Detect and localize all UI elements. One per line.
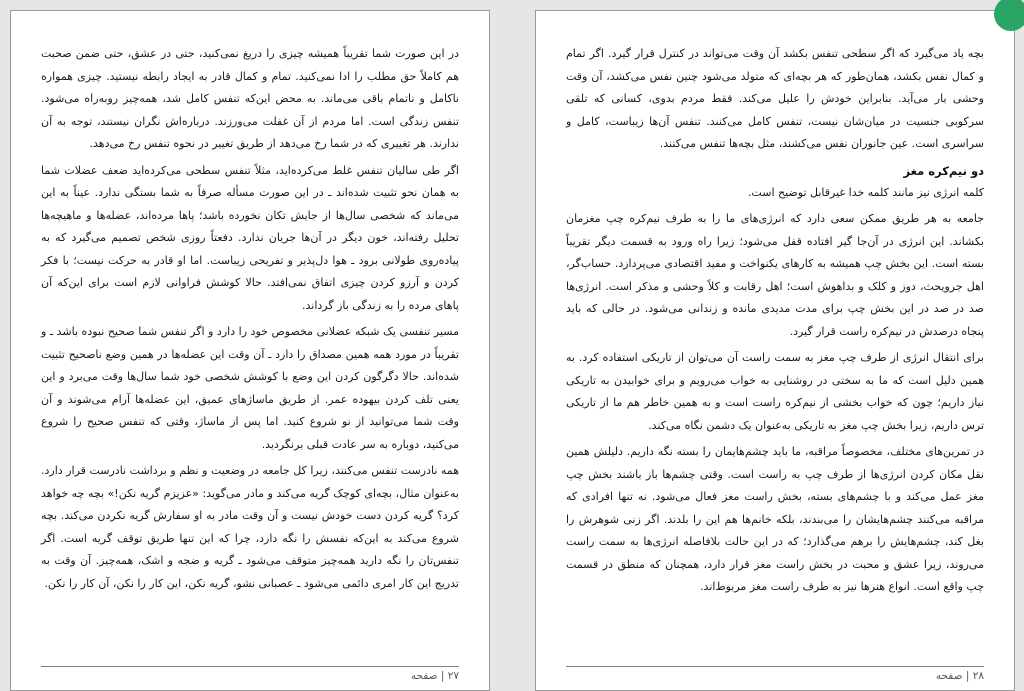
paragraph: در این صورت شما تقریباً همیشه چیزی را دریغ نمی‌کنید، حتی در عشق، حتی ضمن صحبت هم کاملاً حق مطلب را ادا نمی‌کنید. تمام و کمال قادر به ایجاد رابطه نیستید. چیزی همواره ناکامل و ناتمام باقی می‌ماند. به محض این‌که تنفس کامل شد، همه‌چیز روبه‌راه می‌شود. تنفس زندگی است. اما مردم از آن غفلت می‌ورزند. درباره‌اش نگران نیستند، توجه به آن ندارند. هر تغییری که در شما رخ می‌دهد از طریق تغییر در نحوه تنفس رخ می‌دهد. bbox=[41, 47, 459, 150]
paragraph: کلمه انرژی نیز مانند کلمه خدا غیرقابل توضیح است. bbox=[747, 185, 984, 199]
right-page bbox=[535, 10, 1015, 691]
paragraph: برای انتقال انرژی از طرف چپ مغز به سمت راست آن می‌توان از تاریکی استفاده کرد. به همین دلیل است که ما به سختی در روشنایی به خواب می‌رویم و برای خوابیدن به تاریکی نیاز داریم؛ چون که خواب بخشی از نیم‌کره راست است و به همین خاطر هم ما از تاریکی ترس داریم، زیرا بخش چپ مغز به تاریکی به‌عنوان یک دشمن نگاه می‌کند. bbox=[566, 351, 984, 432]
paragraph: مسیر تنفسی یک شبکه عضلانی مخصوص خود را دارد و اگر تنفس شما صحیح نبوده باشد ـ و تقریباً در مورد همه همین مصداق را دارد ـ آن وقت این عضله‌ها در همین وضع ناصحیح تثبیت شده‌اند. حالا دگرگون کردن این وضع با کوشش شخصی خود شما سال‌ها وقت می‌برد و این یعنی تلف کردن بیهوده عمر. از طریق ماساژهای عمیق، این عضله‌ها آرام می‌شوند و آن وقت شما می‌توانید از نو شروع کنید. اما پس از ماساژ، وقتی که تنفس صحیح را شروع می‌کنید، دوباره به سر عادت قبلی برنگردید. bbox=[41, 325, 459, 451]
left-page-body bbox=[41, 43, 459, 599]
paragraph: همه نادرست تنفس می‌کنند، زیرا کل جامعه در وضعیت و نظم و برداشت نادرست قرار دارد. به‌عنوان مثال، بچه‌ای کوچک گریه می‌کند و مادر می‌گوید: «عزیزم گریه نکن!» بچه چه خواهد کرد؟ گریه کردن دست خودش نیست و آن وقت مادر به او سفارش گریه نکردن می‌کند. بچه شروع می‌کند به این‌که نفسش را نگه دارد، چرا که این تنها طریق توقف گریه است. اگر تنفس‌تان را نگه دارید همه‌چیز متوقف می‌شود ـ گریه و ضجه و اشک، همه‌چیز. آن وقت به تدریج این کار امری دائمی می‌شود ـ عصبانی نشو، گریه نکن، این کار را نکن، آن کار را نکن. bbox=[41, 464, 459, 590]
paragraph: در تمرین‌های مختلف، مخصوصاً مراقبه، ما باید چشم‌هایمان را بسته نگه داریم. دلیلش همین نقل مکان کردن انرژی‌ها از طرف چپ به راست است. وقتی چشم‌ها باز باشند بخش چپ مغز عمل می‌کند و با چشم‌های بسته، بخش راست مغز فعال می‌شود. نه تنها افرادی که مراقبه می‌کنند چشم‌هایشان را می‌بندند، بلکه خانم‌ها هم این را بلدند. اگر زنی شوهرش را بغل کند، چشم‌هایش را برهم می‌گذارد؛ که در این حالت بلافاصله انرژی‌ها به سمت راست می‌روند، زیرا عشق و محبت در بخش راست مغز قرار دارد، همچنان که منطق در قسمت چپ واقع است. انواع هنرها نیز به طرف راست مغز مربوط‌اند. bbox=[566, 445, 984, 593]
paragraph: اگر طی سالیان تنفس غلط می‌کرده‌اید، مثلاً تنفس سطحی می‌کرده‌اید ضعف عضلات شما به همان نحو تثبیت شده‌اند ـ در این صورت مسأله صرفاً به شما بستگی ندارد. عیناً به این می‌ماند که شخصی سال‌ها از جایش تکان نخورده باشد؛ پاها مرده‌اند، عضله‌ها و ماهیچه‌ها تحلیل رفته‌اند، خون دیگر در آن‌ها جریان ندارد. دفعتاً روزی شخص تصمیم می‌گیرد که به پیاده‌روی طولانی برود ـ هوا دل‌پذیر و تفریحی زیباست. اما او قادر به حرکت نیست؛ با فکر کردن و آرزو کردن چیزی اتفاق نمی‌افتد. حالا کوشش فراوانی لازم است برای این‌که آن پاهای مرده را به زندگی باز گرداند. bbox=[41, 163, 459, 312]
page-number: ۲۷ | صفحه bbox=[410, 670, 459, 682]
paragraph: جامعه به هر طریق ممکن سعی دارد که انرژی‌های ما را به طرف نیم‌کره چپ مغزمان بکشاند. این انرژی در آن‌جا گیر افتاده قفل می‌شود؛ زیرا راه ورود به قسمت دیگر تقریباً بسته است. این بخش چپ همیشه به کارهای یکنواخت و مفید اقتصادی می‌پردازد. حساب‌گر، اهل جرویحث، دوز و کلک و بداهوش است؛ اهل رقابت و کلاً وحشی و مذکر است. انرژی‌ها صد در صد در این بخش چپ برای مدت مدیدی مانده و زندانی می‌شود. در حالی که باید پنجاه درصدش در نیم‌کره راست قرار گیرد. bbox=[566, 212, 984, 338]
page-footer bbox=[41, 666, 459, 682]
page-footer bbox=[566, 666, 984, 682]
corner-badge bbox=[994, 0, 1024, 31]
right-page-body bbox=[566, 43, 984, 603]
section-heading: دو نیم‌کره مغز bbox=[903, 163, 984, 178]
paragraph: بچه یاد می‌گیرد که اگر سطحی تنفس بکشد آن وقت می‌تواند در کنترل قرار گیرد. اگر تمام و کمال نفس بکشد، همان‌طور که هر بچه‌ای که متولد می‌شود چنین نفس می‌کشد، آن وقت وحشی بار می‌آید. بنابراین خودش را علیل می‌کند. فقط مردم بدوی، کسانی که تلقی سرکوبی جنسیت در میان‌شان نیست، تنفس کامل می‌کنند. تنفس آن‌ها زیباست، کامل و سراسری است. عین جانوران نفس می‌کشند، مثل بچه‌ها تنفس می‌کنند. bbox=[566, 47, 984, 150]
left-page bbox=[10, 10, 490, 691]
page-number: ۲۸ | صفحه bbox=[935, 670, 984, 682]
